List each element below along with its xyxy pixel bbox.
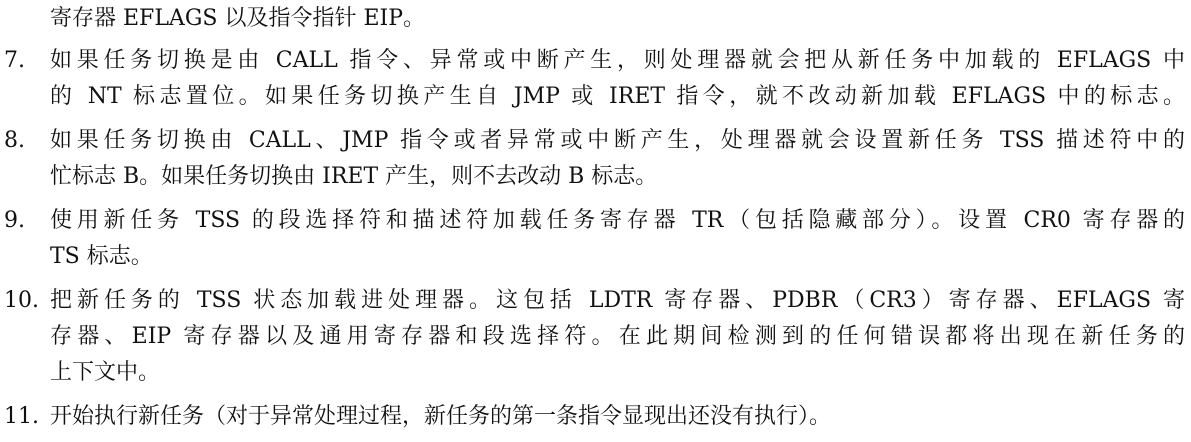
list-text: 开始执行新任务（对于异常处理过程，新任务的第一条指令显现出还没有执行）。 xyxy=(50,404,832,429)
list-text: 的 NT 标志置位。如果任务切换产生自 JMP 或 IRET 指令，就不改动新加载 EFLAGS 中的标志。 xyxy=(50,84,1185,109)
list-number: 11. xyxy=(4,404,39,429)
list-text: 忙标志 B。如果任务切换由 IRET 产生，则不去改动 B 标志。 xyxy=(50,164,658,189)
list-number: 8. xyxy=(4,128,25,153)
list-text: 如果任务切换由 CALL、JMP 指令或者异常或中断产生，处理器就会设置新任务 TSS 描述符中的 xyxy=(50,128,1185,153)
list-number: 9. xyxy=(4,208,25,233)
list-text: 存器、EIP 寄存器以及通用寄存器和段选择符。在此期间检测到的任何错误都将出现在新任务的 xyxy=(50,324,1185,349)
list-text: 使用新任务 TSS 的段选择符和描述符加载任务寄存器 TR（包括隐藏部分）。设置 CR0 寄存器的 xyxy=(50,208,1185,233)
list-text: 上下文中。 xyxy=(50,360,161,385)
list-text: 把新任务的 TSS 状态加载进处理器。这包括 LDTR 寄存器、PDBR（CR3）寄存器、EFLAGS 寄 xyxy=(50,288,1185,313)
list-number: 7. xyxy=(4,48,25,73)
list-text: 如果任务切换是由 CALL 指令、异常或中断产生，则处理器就会把从新任务中加载的 EFLAGS 中 xyxy=(50,48,1185,73)
continuation-text: 寄存器 EFLAGS 以及指令指针 EIP。 xyxy=(50,6,425,31)
list-text: TS 标志。 xyxy=(50,244,153,269)
list-number: 10. xyxy=(4,288,39,313)
